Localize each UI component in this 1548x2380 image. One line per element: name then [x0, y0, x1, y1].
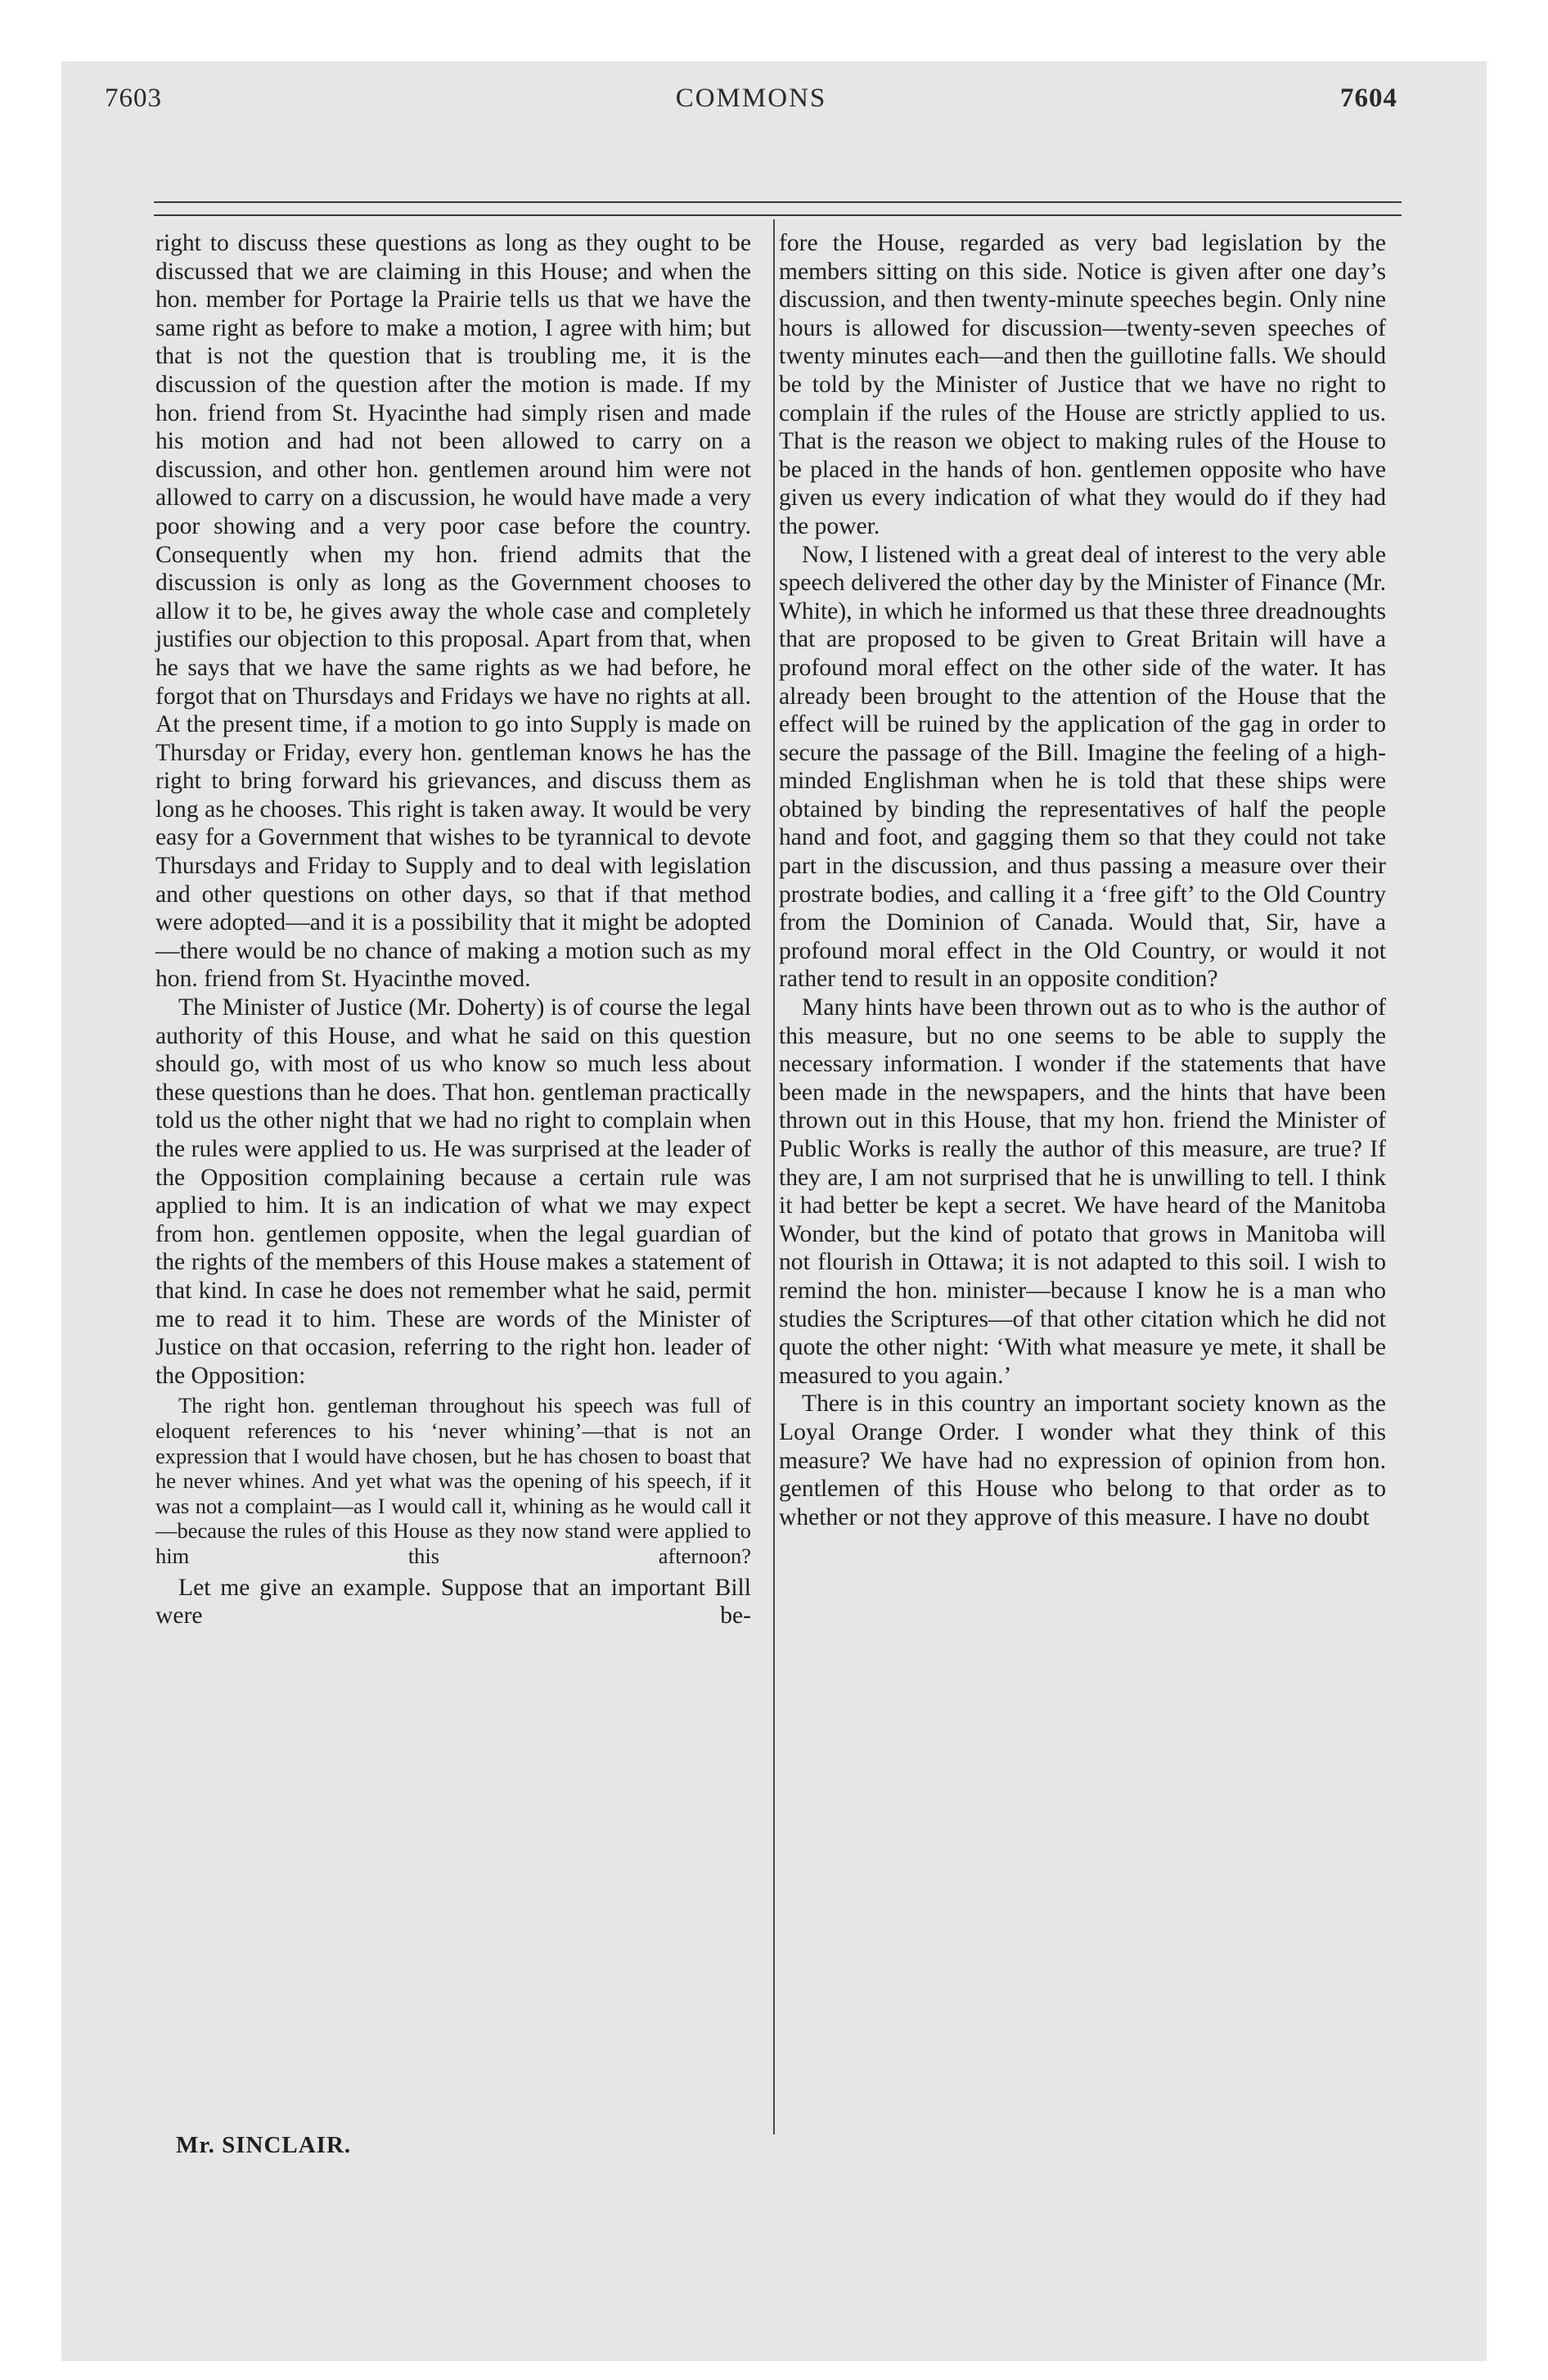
right-column — [779, 229, 1386, 1531]
left-page-number: 7603 — [105, 83, 162, 113]
left-paragraph-2: The Minister of Justice (Mr. Doherty) is of course the legal authority of this House, and what he said on this question should go, with most of us who know so much less about these questions than he does. That hon. gentleman practically told us the other night that we had no right to complain when the rules were applied to us. He was surprised at the leader of the Opposition complaining because a certain rule was applied to him. It is an indication of what we may expect from hon. gentlemen opposite, when the legal guardian of the rights of the members of this House makes a statement of that kind. In case he does not remember what he said, permit me to read it to him. These are words of the Minister of Justice on that occasion, referring to the right hon. leader of the Opposition: — [155, 994, 751, 1389]
running-title: COMMONS — [675, 83, 827, 113]
left-paragraph-1: right to discuss these questions as long as they ought to be discussed that we are claiming in this House; and when the hon. member for Portage la Prairie tells us that we have the same right as before to make a motion, I agree with him; but that is not the question that is troubling me, it is the discussion of the question after the motion is made. If my hon. friend from St. Hyacinthe had simply risen and made his motion and had not been allowed to carry on a discussion, and other hon. gentlemen around him were not allowed to carry on a discussion, he would have made a very poor showing and a very poor case before the country. Consequently when my hon. friend admits that the discussion is only as long as the Government chooses to allow it to be, he gives away the whole case and completely justifies our objection to this proposal. Apart from that, when he says that we have the same rights as we had before, he forgot that on Thursdays and Fridays we have no rights at all. At the present time, if a motion to go into Supply is made on Thursday or Friday, every hon. gentleman knows he has the right to bring forward his grievances, and discuss them as long as he chooses. This right is taken away. It would be very easy for a Government that wishes to be tyrannical to devote Thursdays and Friday to Supply and to deal with legislation and other questions on other days, so that if that method were adopted—and it is a possibility that it might be adopted—there would be no chance of making a motion such as my hon. friend from St. Hyacinthe moved. — [155, 230, 751, 993]
block-quote: The right hon. gentleman throughout his speech was full of eloquent references to his ‘never whining’—that is not an expression that I would have chosen, but he has chosen to boast that he never whines. And yet what was the opening of his speech, if it was not a complaint—as I would call it, whining as he would call it—because the rules of this House as they now stand were applied to him this afternoon? — [155, 1393, 751, 1568]
header-rule-top — [154, 201, 1402, 203]
left-column — [155, 229, 751, 1630]
page-header — [105, 83, 1397, 124]
header-rule-bottom — [154, 214, 1402, 216]
column-divider — [773, 219, 775, 2134]
right-paragraph-3: Many hints have been thrown out as to who is the author of this measure, but no one seems to be able to supply the necessary information. I wonder if the statements that have been made in the newspapers, and the hints that have been thrown out in this House, that my hon. friend the Minister of Public Works is really the author of this measure, are true? If they are, I am not surprised that he is unwilling to tell. I think it had better be kept a secret. We have heard of the Manitoba Wonder, but the kind of potato that grows in Manitoba will not flourish in Ottawa; it is not adapted to this soil. I wish to remind the hon. minister—because I know he is a man who studies the Scriptures—of that other citation which he did not quote the other night: ‘With what measure ye mete, it shall be measured to you again.’ — [779, 994, 1386, 1389]
right-page-number: 7604 — [1340, 83, 1397, 113]
right-paragraph-4: There is in this country an important society known as the Loyal Orange Order. I wonder what they think of this measure? We have had no expression of opinion from hon. gentlemen of this House who belong to that order as to whether or not they approve of this measure. I have no doubt — [779, 1391, 1386, 1530]
right-paragraph-1: fore the House, regarded as very bad legislation by the members sitting on this side. Notice is given after one day’s discussion, and then twenty-minute speeches begin. Only nine hours is allowed for discussion—twenty-seven speeches of twenty minutes each—and then the guillotine falls. We should be told by the Minister of Justice that we have no right to complain if the rules of the House are strictly applied to us. That is the reason we object to making rules of the House to be placed in the hands of hon. gentlemen opposite who have given us every indication of what they would do if they had the power. — [779, 230, 1386, 539]
left-paragraph-3: Let me give an example. Suppose that an important Bill were be- — [155, 1574, 751, 1629]
speaker-footer: Mr. SINCLAIR. — [176, 2132, 352, 2158]
right-paragraph-2: Now, I listened with a great deal of interest to the very able speech delivered the other day by the Minister of Finance (Mr. White), in which he informed us that these three dreadnoughts that are proposed to be given to Great Britain will have a profound moral effect on the other side of the water. It has already been brought to the attention of the House that the effect will be ruined by the application of the gag in order to secure the passage of the Bill. Imagine the feeling of a high-minded Englishman when he is told that these ships were obtained by binding the representatives of half the people hand and foot, and gagging them so that they could not take part in the discussion, and thus passing a measure over their prostrate bodies, and calling it a ‘free gift’ to the Old Country from the Dominion of Canada. Would that, Sir, have a profound moral effect in the Old Country, or would it not rather tend to result in an opposite condition? — [779, 541, 1386, 993]
